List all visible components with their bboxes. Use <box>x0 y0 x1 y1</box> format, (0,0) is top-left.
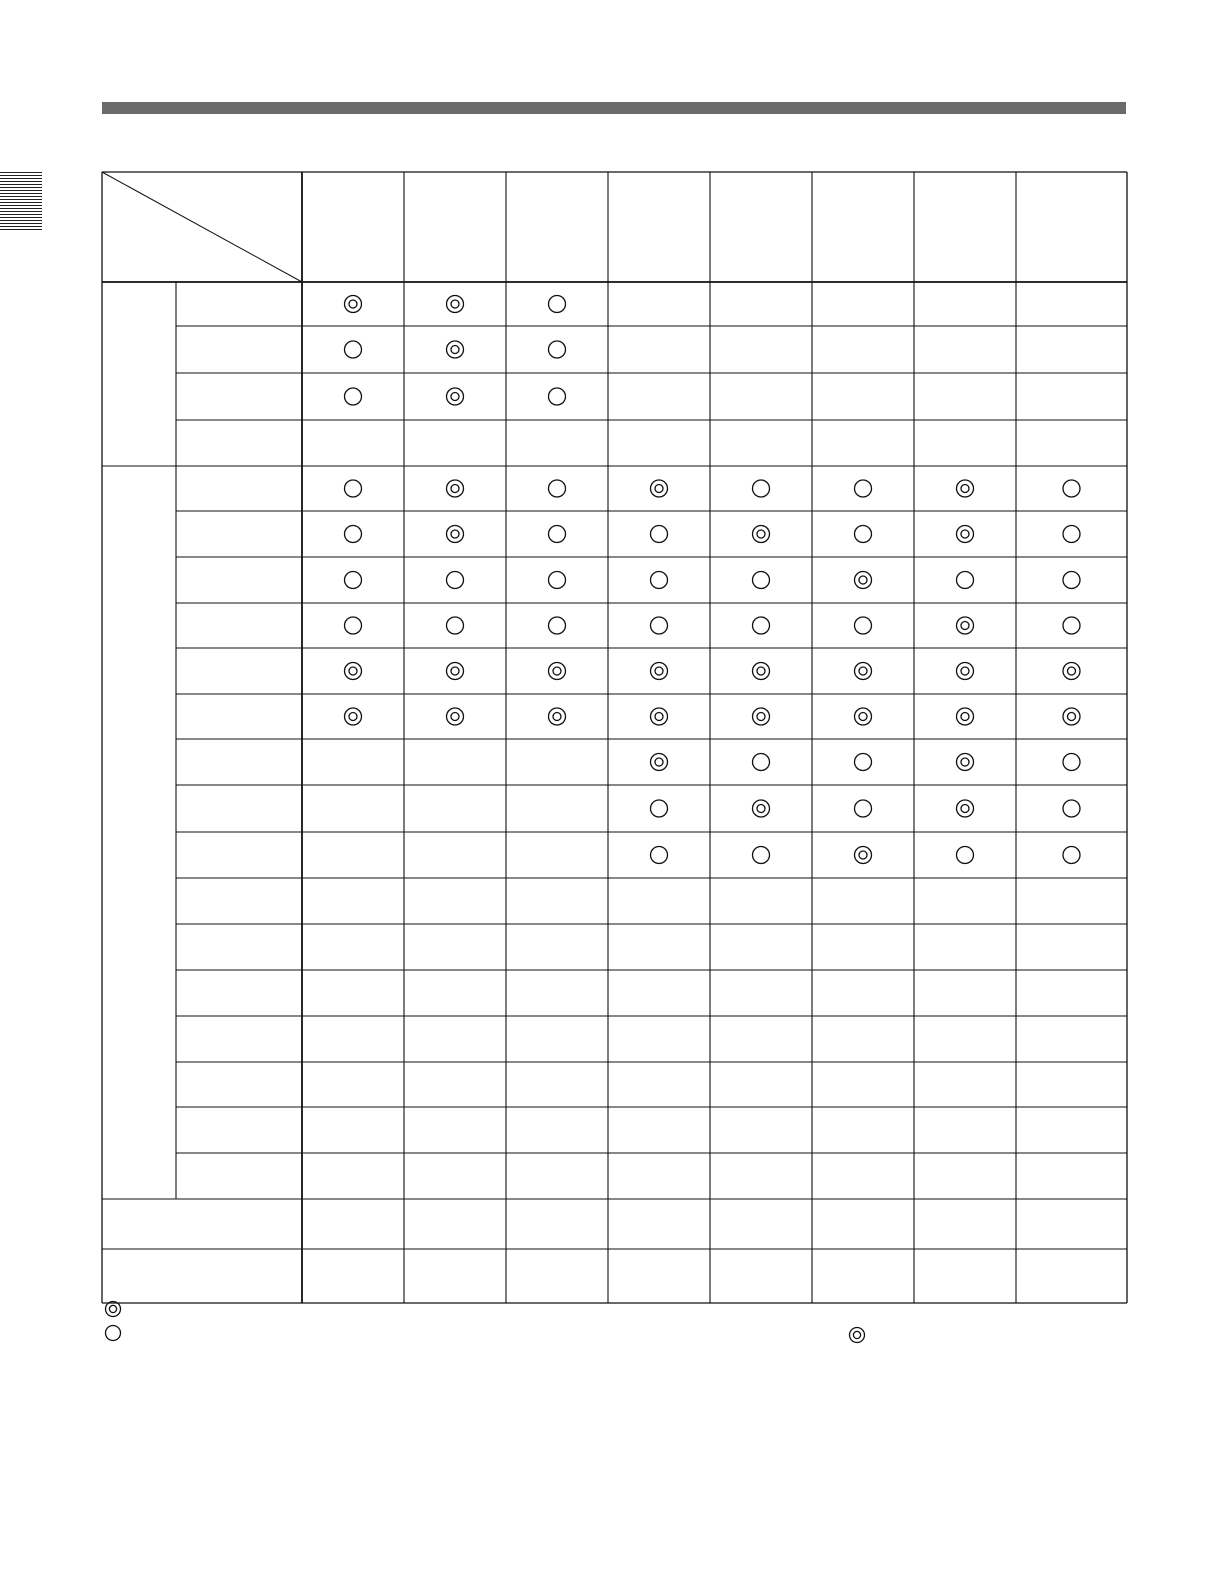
double-circle-icon <box>753 800 770 817</box>
circle-icon <box>549 296 566 313</box>
circle-icon <box>1063 617 1080 634</box>
circle-icon <box>104 1324 122 1342</box>
circle-icon <box>549 480 566 497</box>
double-circle-icon <box>753 708 770 725</box>
circle-icon <box>753 480 770 497</box>
circle-icon <box>345 617 362 634</box>
circle-icon <box>1063 800 1080 817</box>
circle-icon <box>1063 754 1080 771</box>
circle-icon <box>345 480 362 497</box>
circle-icon <box>753 572 770 589</box>
double-circle-icon <box>549 708 566 725</box>
circle-icon <box>855 480 872 497</box>
double-circle-icon <box>447 663 464 680</box>
double-circle-icon <box>957 617 974 634</box>
double-circle-icon <box>447 341 464 358</box>
circle-icon <box>447 617 464 634</box>
double-circle-icon <box>957 526 974 543</box>
circle-icon <box>549 572 566 589</box>
circle-icon <box>345 572 362 589</box>
circle-icon <box>651 617 668 634</box>
circle-icon <box>753 754 770 771</box>
circle-icon <box>549 341 566 358</box>
legend-single-circle <box>104 1324 132 1342</box>
circle-icon <box>855 754 872 771</box>
double-circle-icon <box>855 847 872 864</box>
circle-icon <box>651 800 668 817</box>
double-circle-icon <box>549 663 566 680</box>
double-circle-icon <box>651 754 668 771</box>
double-circle-icon <box>345 663 362 680</box>
double-circle-icon <box>447 480 464 497</box>
double-circle-icon <box>651 480 668 497</box>
circle-icon <box>549 526 566 543</box>
circle-icon <box>651 572 668 589</box>
double-circle-icon <box>957 800 974 817</box>
double-circle-icon <box>104 1300 122 1318</box>
circle-icon <box>1063 480 1080 497</box>
double-circle-icon <box>957 754 974 771</box>
double-circle-icon <box>855 572 872 589</box>
circle-icon <box>549 617 566 634</box>
legend-note <box>848 1326 876 1344</box>
double-circle-icon <box>855 663 872 680</box>
double-circle-icon <box>957 480 974 497</box>
circle-icon <box>753 847 770 864</box>
double-circle-icon <box>345 296 362 313</box>
circle-icon <box>1063 526 1080 543</box>
circle-icon <box>345 526 362 543</box>
circle-icon <box>753 617 770 634</box>
double-circle-icon <box>447 296 464 313</box>
circle-icon <box>1063 572 1080 589</box>
circle-icon <box>855 800 872 817</box>
double-circle-icon <box>753 663 770 680</box>
double-circle-icon <box>957 708 974 725</box>
circle-icon <box>345 388 362 405</box>
circle-icon <box>345 341 362 358</box>
double-circle-icon <box>1063 708 1080 725</box>
double-circle-icon <box>447 708 464 725</box>
double-circle-icon <box>855 708 872 725</box>
circle-icon <box>957 572 974 589</box>
circle-icon <box>549 388 566 405</box>
double-circle-icon <box>447 526 464 543</box>
double-circle-icon <box>651 708 668 725</box>
circle-icon <box>855 617 872 634</box>
double-circle-icon <box>848 1326 866 1344</box>
circle-icon <box>855 526 872 543</box>
double-circle-icon <box>957 663 974 680</box>
double-circle-icon <box>447 388 464 405</box>
circle-icon <box>651 526 668 543</box>
double-circle-icon <box>651 663 668 680</box>
circle-icon <box>1063 847 1080 864</box>
double-circle-icon <box>753 526 770 543</box>
double-circle-icon <box>345 708 362 725</box>
circle-icon <box>447 572 464 589</box>
double-circle-icon <box>1063 663 1080 680</box>
circle-icon <box>957 847 974 864</box>
circle-icon <box>651 847 668 864</box>
corner-diagonal <box>102 172 302 282</box>
legend-double-circle <box>104 1300 132 1318</box>
